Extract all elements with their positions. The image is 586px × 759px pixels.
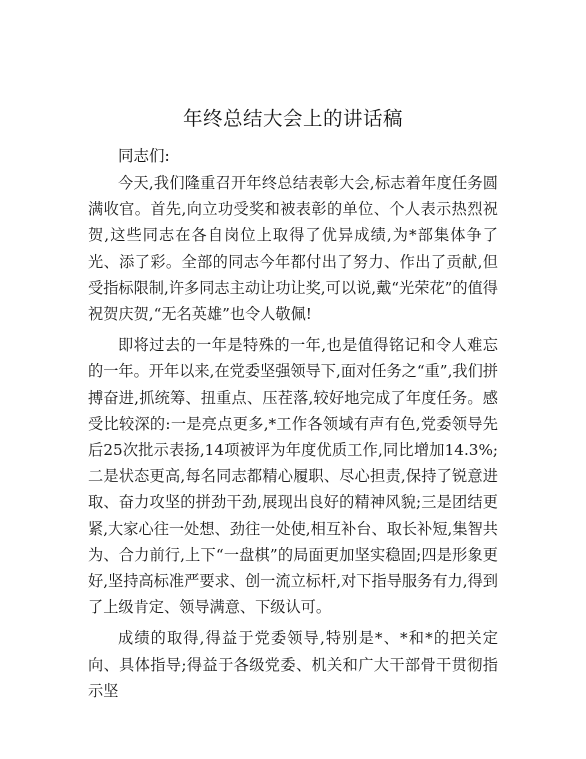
paragraph-3: 成绩的取得,得益于党委领导,特别是*、*和*的把关定向、具体指导;得益于各级党委、机关和广大干部骨干贯彻指示坚 — [88, 629, 498, 700]
salutation: 同志们: — [118, 147, 170, 165]
paragraph-1: 今天,我们隆重召开年终总结表彰大会,标志着年度任务圆满收官。首先,向立功受奖和被表彰的单位、个人表示热烈祝贺,这些同志在各自岗位上取得了优异成绩,为*部集体争了光、添了彩。全部的同志今年都付出了努力、作出了贡献,但受指标限制,许多同志主动让功让奖,可以说,戴“光荣花”的值得祝贺庆贺,“无名英雄”也令人敬佩! — [88, 174, 498, 324]
document-body — [88, 170, 498, 709]
paragraph-2: 即将过去的一年是特殊的一年,也是值得铭记和令人难忘的一年。开年以来,在党委坚强领导下,面对任务之“重”,我们拼搏奋进,抓统筹、扭重点、压茬落,较好地完成了年度任务。感受比较深的:一是亮点更多,*工作各领域有声有色,党委领导先后25次批示表扬,14项被评为年度优质工作,同比增加14.3%;二是状态更高,每名同志都精心履职、尽心担责,保持了锐意进取、奋力攻坚的拼劲干劲,展现出良好的精神风貌;三是团结更紧,大家心往一处想、劲往一处使,相互补台、取长补短,集智共为、合力前行,上下“一盘棋”的局面更加坚实稳固;四是形象更好,坚持高标准严要求、创一流立标杆,对下指导服务有力,得到了上级肯定、领导满意、下级认可。 — [88, 336, 498, 617]
document-title: 年终总结大会上的讲话稿 — [182, 107, 403, 130]
